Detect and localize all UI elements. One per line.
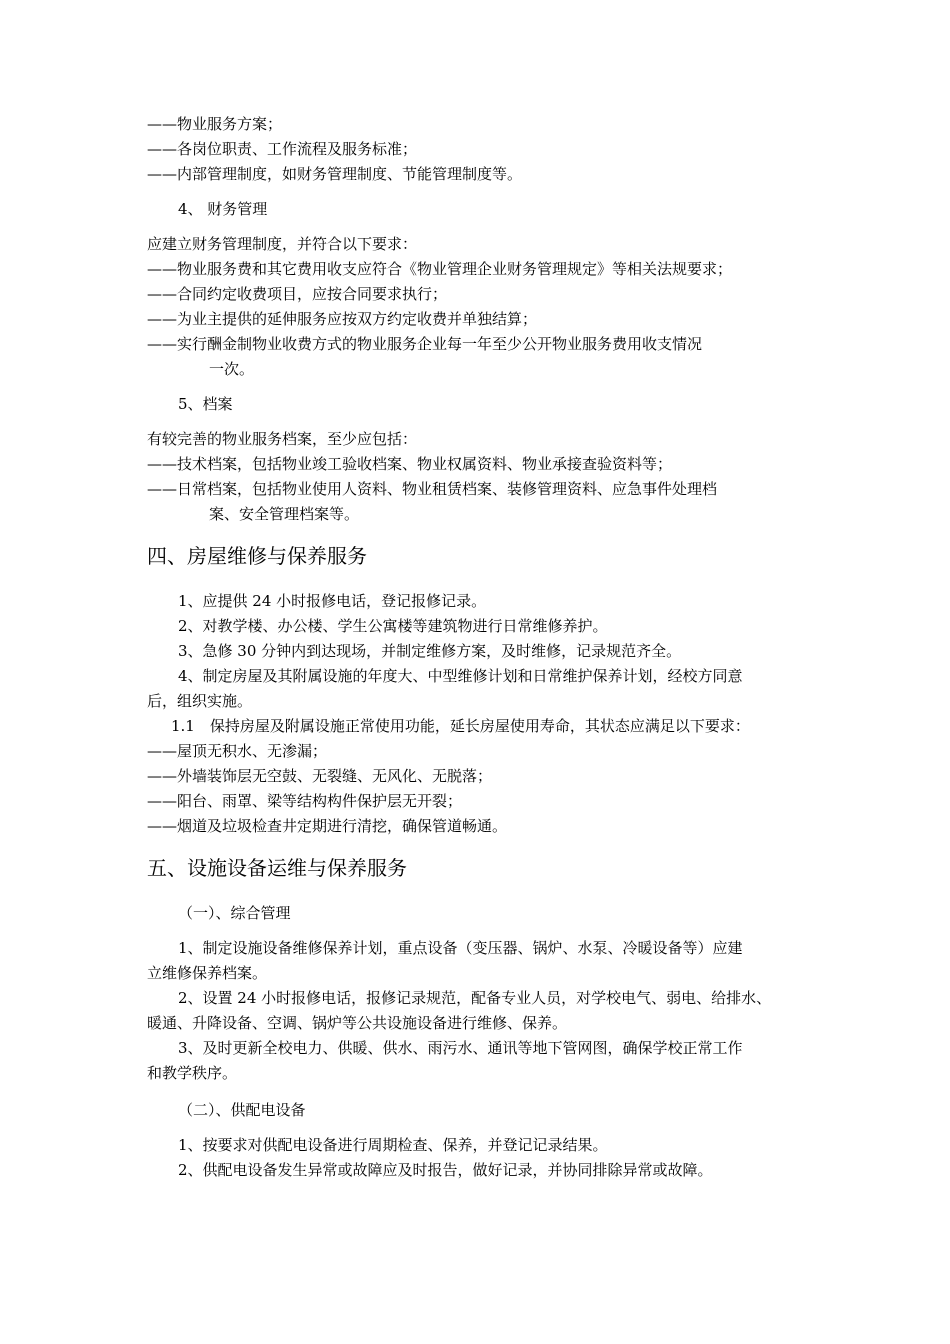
paragraph: 3、急修 30 分钟内到达现场，并制定维修方案，及时维修，记录规范齐全。 [178,642,682,660]
section-heading-house-maintenance: 四、房屋维修与保养服务 [147,544,367,568]
list-item-continuation: 案、安全管理档案等。 [209,505,360,523]
section-heading-facilities: 五、设施设备运维与保养服务 [147,856,407,880]
list-item: ——阳台、雨罩、梁等结构构件保护层无开裂； [147,792,463,810]
subsection-title-archive: 5、档案 [178,395,233,413]
list-item: ——内部管理制度，如财务管理制度、节能管理制度等。 [147,165,523,183]
paragraph-continuation: 暖通、升降设备、空调、锅炉等公共设施设备进行维修、保养。 [147,1014,568,1032]
list-item: ——物业服务方案； [147,115,283,133]
paragraph: 1、应提供 24 小时报修电话，登记报修记录。 [178,592,487,610]
paragraph: 3、及时更新全校电力、供暖、供水、雨污水、通讯等地下管网图，确保学校正常工作 [178,1039,743,1057]
list-item: ——外墙装饰层无空鼓、无裂缝、无风化、无脱落； [147,767,493,785]
list-item: ——物业服务费和其它费用收支应符合《物业管理企业财务管理规定》等相关法规要求； [147,260,733,278]
paragraph: 有较完善的物业服务档案，至少应包括： [147,430,418,448]
document-body [147,112,807,1183]
paragraph-continuation: 立维修保养档案。 [147,964,268,982]
list-item: ——为业主提供的延伸服务应按双方约定收费并单独结算； [147,310,538,328]
list-item: ——日常档案，包括物业使用人资料、物业租赁档案、装修管理资料、应急事件处理档 [147,480,718,498]
subsection-title-finance: 4、 财务管理 [178,200,268,218]
subsection-title-power: （二）、供配电设备 [178,1101,306,1119]
list-item: ——烟道及垃圾检查井定期进行清挖，确保管道畅通。 [147,817,508,835]
paragraph-continuation: 和教学秩序。 [147,1064,238,1082]
list-item: ——各岗位职责、工作流程及服务标准； [147,140,418,158]
list-item: ——合同约定收费项目，应按合同要求执行； [147,285,448,303]
paragraph: 应建立财务管理制度，并符合以下要求： [147,235,418,253]
list-item: ——技术档案，包括物业竣工验收档案、物业权属资料、物业承接查验资料等； [147,455,673,473]
list-item: ——实行酬金制物业收费方式的物业服务企业每一年至少公开物业服务费用收支情况 [147,335,703,353]
paragraph: 4、制定房屋及其附属设施的年度大、中型维修计划和日常维护保养计划，经校方同意 [178,667,743,685]
list-item-continuation: 一次。 [209,360,255,378]
paragraph-continuation: 后，组织实施。 [147,692,253,710]
paragraph: 2、供配电设备发生异常或故障应及时报告，做好记录，并协同排除异常或故障。 [178,1161,713,1179]
paragraph: 1、按要求对供配电设备进行周期检查、保养，并登记记录结果。 [178,1136,608,1154]
paragraph: 2、对教学楼、办公楼、学生公寓楼等建筑物进行日常维修养护。 [178,617,608,635]
subsection-title-general: （一）、综合管理 [178,904,291,922]
clause-1-1: 1.1 保持房屋及附属设施正常使用功能，延长房屋使用寿命，其状态应满足以下要求： [171,717,750,735]
paragraph: 2、设置 24 小时报修电话，报修记录规范，配备专业人员，对学校电气、弱电、给排水、 [178,989,772,1007]
paragraph: 1、制定设施设备维修保养计划，重点设备（变压器、锅炉、水泵、冷暖设备等）应建 [178,939,743,957]
list-item: ——屋顶无积水、无渗漏； [147,742,328,760]
